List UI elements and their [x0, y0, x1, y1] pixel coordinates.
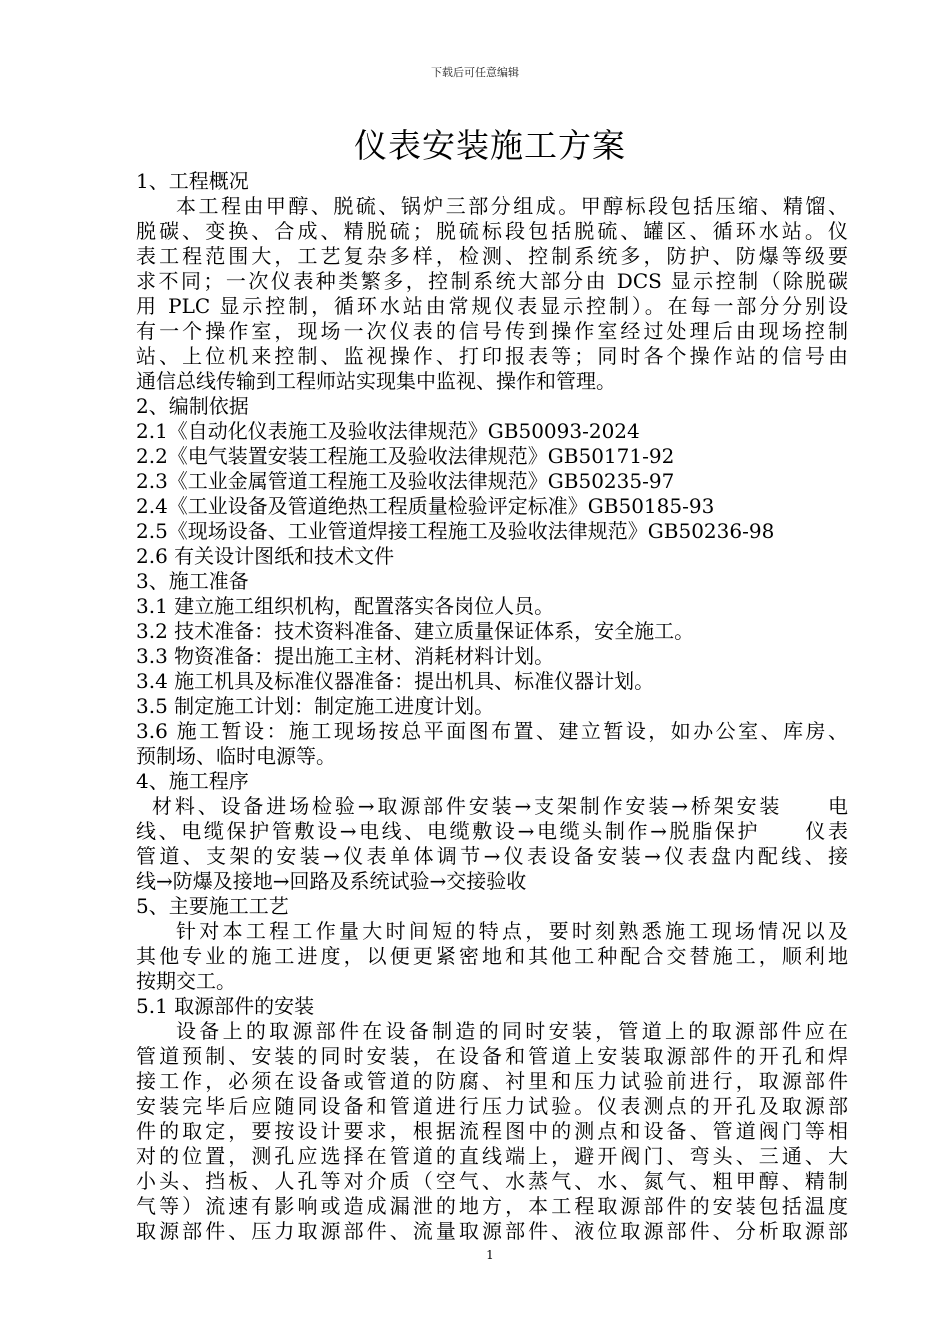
document-title: 仪表安装施工方案 [354, 126, 626, 165]
paragraph-line: 设备上的取源部件在设备制造的同时安装，管道上的取源部件应在 [176, 1019, 848, 1043]
paragraph-line: 小头、挡板、人孔等对介质（空气、水蒸气、水、氮气、粗甲醇、精制 [136, 1169, 848, 1193]
paragraph-line: 取源部件、压力取源部件、流量取源部件、液位取源部件、分析取源部 [136, 1219, 848, 1243]
document-body [136, 169, 848, 1244]
section-heading-1: 1、工程概况 [136, 169, 249, 193]
procedure-line: 线、电缆保护管敷设→电线、电缆敷设→电缆头制作→脱脂保护 仪表 [136, 819, 848, 843]
preparation-item: 预制场、临时电源等。 [136, 744, 336, 768]
paragraph-line: 针对本工程工作量大时间短的特点，要时刻熟悉施工现场情况以及 [176, 919, 848, 943]
paragraph-line: 管道预制、安装的同时安装，在设备和管道上安装取源部件的开孔和焊 [136, 1044, 848, 1068]
subsection-heading-5-1: 5.1 取源部件的安装 [136, 994, 315, 1018]
paragraph-line: 对的位置，测孔应选择在管道的直线端上，避开阀门、弯头、三通、大 [136, 1144, 848, 1168]
reference-item: 2.1《自动化仪表施工及验收法律规范》GB50093-2024 [136, 419, 640, 443]
paragraph-line: 安装完毕后应随同设备和管道进行压力试验。仪表测点的开孔及取源部 [136, 1094, 848, 1118]
header-note: 下载后可任意编辑 [431, 66, 519, 79]
procedure-line: 材料、设备进场检验→取源部件安装→支架制作安装→桥架安装 电 [152, 794, 848, 818]
preparation-item: 3.3 物资准备：提出施工主材、消耗材料计划。 [136, 644, 555, 668]
section-heading-2: 2、编制依据 [136, 394, 249, 418]
paragraph-line: 求不同；一次仪表种类繁多，控制系统大部分由 DCS 显示控制（除脱碳 [136, 269, 848, 293]
preparation-item: 3.1 建立施工组织机构，配置落实各岗位人员。 [136, 594, 555, 618]
paragraph-line: 接工作，必须在设备或管道的防腐、衬里和压力试验前进行，取源部件 [136, 1069, 848, 1093]
section-heading-4: 4、施工程序 [136, 769, 249, 793]
page-number: 1 [486, 1248, 494, 1262]
procedure-line: 管道、支架的安装→仪表单体调节→仪表设备安装→仪表盘内配线、接 [136, 844, 848, 868]
paragraph-line: 件的取定，要按设计要求，根据流程图中的测点和设备、管道阀门等相 [136, 1119, 848, 1143]
paragraph-line: 气等）流速有影响或造成漏泄的地方，本工程取源部件的安装包括温度 [136, 1194, 848, 1218]
paragraph-line: 脱碳、变换、合成、精脱硫；脱硫标段包括脱硫、罐区、循环水站。仪 [136, 219, 848, 243]
paragraph-line: 有一个操作室，现场一次仪表的信号传到操作室经过处理后由现场控制 [136, 319, 848, 343]
preparation-item: 3.5 制定施工计划：制定施工进度计划。 [136, 694, 495, 718]
reference-item: 2.5《现场设备、工业管道焊接工程施工及验收法律规范》GB50236-98 [136, 519, 775, 543]
preparation-item: 3.6 施工暂设：施工现场按总平面图布置、建立暂设，如办公室、库房、 [136, 719, 848, 743]
reference-item: 2.6 有关设计图纸和技术文件 [136, 544, 395, 568]
preparation-item: 3.2 技术准备：技术资料准备、建立质量保证体系，安全施工。 [136, 619, 695, 643]
paragraph-line: 站、上位机来控制、监视操作、打印报表等；同时各个操作站的信号由 [136, 344, 848, 368]
reference-item: 2.2《电气装置安装工程施工及验收法律规范》GB50171-92 [136, 444, 675, 468]
procedure-line: 线→防爆及接地→回路及系统试验→交接验收 [136, 869, 527, 893]
section-heading-3: 3、施工准备 [136, 569, 249, 593]
section-heading-5: 5、主要施工工艺 [136, 894, 289, 918]
reference-item: 2.4《工业设备及管道绝热工程质量检验评定标准》GB50185-93 [136, 494, 715, 518]
paragraph-line: 表工程范围大，工艺复杂多样，检测、控制系统多，防护、防爆等级要 [136, 244, 848, 268]
preparation-item: 3.4 施工机具及标准仪器准备：提出机具、标准仪器计划。 [136, 669, 655, 693]
paragraph-line: 用 PLC 显示控制，循环水站由常规仪表显示控制）。在每一部分分别设 [136, 294, 848, 318]
paragraph-line: 通信总线传输到工程师站实现集中监视、操作和管理。 [136, 369, 616, 393]
reference-item: 2.3《工业金属管道工程施工及验收法律规范》GB50235-97 [136, 469, 675, 493]
paragraph-line: 按期交工。 [136, 969, 236, 993]
paragraph-line: 本工程由甲醇、脱硫、锅炉三部分组成。甲醇标段包括压缩、精馏、 [176, 194, 848, 218]
paragraph-line: 其他专业的施工进度，以便更紧密地和其他工种配合交替施工，顺利地 [136, 944, 848, 968]
